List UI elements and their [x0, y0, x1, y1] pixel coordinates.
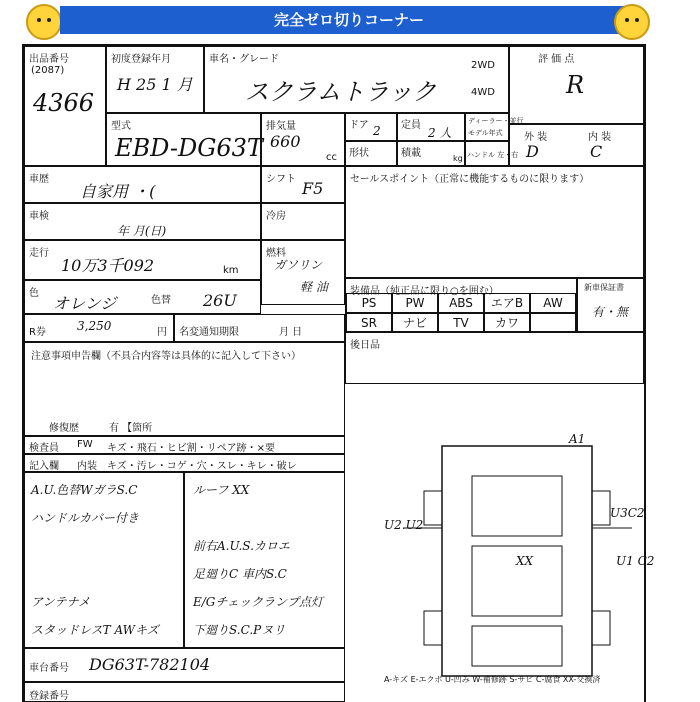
mark-a1: A1	[569, 432, 586, 446]
drive-2wd: 2WD	[471, 60, 495, 71]
registration-label: 登録番号	[29, 691, 69, 702]
equipment-cell	[345, 278, 577, 332]
inspection-value: 年 月(日)	[117, 224, 167, 238]
recycle-cell	[24, 314, 174, 342]
first-reg-label: 初度登録年月	[111, 54, 171, 65]
car-name-cell	[204, 46, 509, 113]
banner-title: 完全ゼロ切りコーナー	[60, 6, 638, 34]
car-name-value: スクラムトラック	[245, 78, 437, 106]
first-reg-cell	[106, 46, 204, 113]
grade-label: 評 価 点	[538, 54, 575, 65]
shift-label: シフト	[266, 174, 296, 185]
note-right: 前右A.U.S.カロエ	[193, 539, 290, 553]
model-label: 型式	[111, 121, 131, 132]
note-right: ルーフ XX	[193, 483, 250, 497]
mark-xx: XX	[516, 554, 534, 568]
model-cell	[106, 113, 261, 166]
fw-row	[24, 436, 345, 454]
equipment-item: TV	[438, 313, 484, 333]
chassis-label: 車台番号	[29, 663, 69, 674]
load-cell	[397, 141, 465, 166]
shift-cell	[261, 166, 345, 203]
capacity-label: 定員	[401, 120, 421, 131]
after-cell	[345, 332, 644, 384]
banner	[0, 0, 700, 44]
registration-cell	[24, 682, 345, 702]
color-label: 色	[29, 288, 39, 299]
recycle-unit: 円	[157, 327, 167, 338]
equipment-item: ナビ	[392, 313, 438, 333]
mark-u2: U2.U2	[384, 518, 424, 532]
shape-label: 形状	[349, 148, 369, 159]
use-cell	[24, 166, 261, 203]
notes-right	[184, 472, 345, 648]
mileage-value: 10万3千092	[61, 256, 155, 275]
disp-cell	[261, 113, 345, 166]
model-value: EBD-DG63T	[115, 134, 263, 162]
note-right: 足廻りC 車内S.C	[193, 567, 287, 581]
load-unit: kg	[453, 154, 463, 163]
mileage-cell	[24, 240, 261, 280]
diagram-legend: A-キズ E-エクボ U-凹み W-補修跡 S-サビ C-腐食 XX-交換済	[384, 675, 601, 684]
equipment-item: PW	[392, 293, 438, 313]
notice-cell	[24, 342, 345, 436]
interior-items: キズ・汚レ・コゲ・穴・スレ・キレ・破レ	[107, 461, 297, 472]
lot-number: 4366	[33, 89, 95, 117]
equipment-item: ABS	[438, 293, 484, 313]
note-right: 下廻りS.C.Pヌリ	[193, 623, 286, 637]
load-label: 積載	[401, 148, 421, 159]
note-left: アンテナメ	[31, 595, 91, 609]
ext-int-cell	[509, 124, 644, 166]
int-label: 内 装	[588, 132, 612, 143]
model-year-label: モデル年式	[468, 129, 503, 137]
drive-4wd: 4WD	[471, 87, 495, 98]
door-value: 2	[373, 124, 381, 138]
sales-point-label: セールスポイント（正常に機能するものに限ります）	[350, 174, 590, 185]
sales-point-cell	[345, 166, 644, 278]
capacity-value: 2 人	[428, 126, 452, 140]
fw-items: キズ・飛石・ヒビ割・リペア跡・×要	[107, 443, 275, 454]
dealer-label: ディーラー・並行	[468, 117, 524, 125]
car-name-label: 車名・グレード	[209, 54, 279, 65]
use-label: 車歴	[29, 174, 49, 185]
grade-value: R	[566, 71, 585, 99]
mark-u3c2: U3C2	[610, 506, 645, 520]
shape-cell	[345, 141, 397, 166]
fw-label: FW	[77, 439, 93, 450]
recycle-value: 3,250	[77, 319, 112, 333]
mascot-right-icon	[614, 4, 650, 40]
car-diagram	[384, 432, 655, 691]
recycle-label: R券	[29, 327, 46, 338]
note-left: スタッドレスT AWキズ	[31, 623, 159, 637]
inspection-cell	[24, 203, 261, 240]
warranty-label: 新車保証書	[584, 283, 624, 292]
grade-cell	[509, 46, 644, 124]
mileage-label: 走行	[29, 248, 49, 259]
repair-label: 修復歴	[49, 423, 79, 434]
equipment-item: エアB	[484, 293, 530, 313]
mark-u1c2: U1 C2	[616, 554, 655, 568]
color-value: オレンジ	[53, 294, 117, 313]
color-change-label: 色替	[151, 295, 171, 306]
auction-sheet	[22, 44, 655, 702]
equipment-label: 装備品（純正品に限り○を囲む）	[350, 286, 499, 297]
first-reg-value: H 25 1 月	[117, 75, 193, 94]
lot-sub: (2087)	[31, 65, 65, 76]
disp-value: 660	[270, 132, 301, 151]
name-change-cell	[174, 314, 345, 342]
chassis-value: DG63T-782104	[89, 655, 211, 674]
equipment-item: カワ	[484, 313, 530, 333]
entry-label: 記入欄	[29, 461, 59, 472]
ac-cell	[261, 203, 345, 240]
int-value: C	[590, 142, 603, 161]
note-left: ハンドルカバー付き	[31, 511, 140, 525]
dealer-cell	[465, 113, 524, 141]
interior-label: 内装	[77, 461, 97, 472]
color-code: 26U	[203, 291, 237, 310]
fuel-label: 燃料	[266, 248, 286, 259]
mileage-unit: km	[223, 265, 239, 276]
inspector-label: 検査員	[29, 443, 59, 454]
fuel-gasoline: ガソリン	[274, 258, 323, 272]
handle-cell	[465, 141, 519, 166]
name-change-value: 月 日	[279, 327, 303, 338]
lot-label: 出品番号	[29, 54, 69, 65]
note-left: A.U.色替WガラS.C	[31, 483, 138, 497]
disp-unit: cc	[326, 152, 337, 163]
interior-row	[24, 454, 345, 472]
door-cell	[345, 113, 397, 141]
warranty-value: 有・無	[592, 305, 629, 319]
notes-left	[24, 472, 184, 648]
ext-value: D	[526, 142, 539, 161]
notice-label: 注意事項申告欄（不具合内容等は具体的に記入して下さい）	[31, 351, 301, 362]
disp-label: 排気量	[266, 121, 296, 132]
fuel-cell	[261, 240, 345, 305]
warranty-cell	[577, 278, 644, 332]
name-change-label: 名変通知期限	[179, 327, 239, 338]
equipment-item: AW	[530, 293, 576, 313]
chassis-cell	[24, 648, 345, 682]
after-label: 後日品	[350, 340, 380, 351]
handle-label: ハンドル 左・右	[467, 151, 519, 159]
lot-cell	[24, 46, 106, 166]
color-cell	[24, 280, 261, 314]
shift-value: F5	[302, 179, 324, 198]
fuel-diesel: 軽 油	[300, 280, 328, 294]
door-label: ドア	[349, 120, 369, 131]
capacity-cell	[397, 113, 465, 141]
equipment-item: SR	[346, 313, 392, 333]
use-value: 自家用 ・(	[80, 182, 156, 201]
inspection-label: 車検	[29, 211, 49, 222]
ac-label: 冷房	[266, 211, 286, 222]
repair-value: 有 【箇所	[109, 423, 153, 434]
equipment-item: PS	[346, 293, 392, 313]
ext-label: 外 装	[524, 132, 548, 143]
mascot-left-icon	[26, 4, 62, 40]
equipment-item	[530, 313, 576, 333]
note-right: E/Gチェックランプ点灯	[193, 595, 324, 609]
